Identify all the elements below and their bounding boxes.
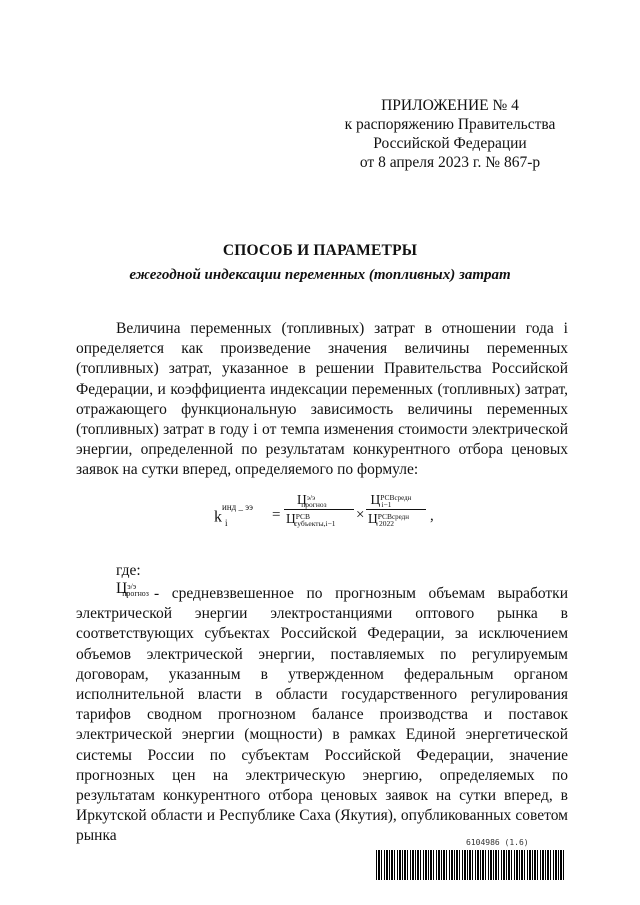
indexation-formula	[214, 488, 444, 548]
paragraph-intro: Величина переменных (топливных) затрат в отношении года i определяется как произведение значения величины переменных (топливных) затрат, указанное в решении Правительства Российской Федерации, и коэффициента индексации переменных (топливных) затрат, отражающего функциональную зависимость величины переменных (топливных) затрат в году i от темпа изменения стоимости электрической энергии, определенной по результатам конкурентного отбора ценовых заявок на сутки вперед, определяемого по формуле:	[76, 320, 568, 479]
formula-fraction-1: $Ц^{э/э}_{прогноз}$ $Ц^{РСВ}_{субъекты,i-1}$	[284, 492, 354, 528]
appendix-date: от 8 апреля 2023 г. № 867-р	[359, 154, 541, 171]
formula-coefficient: $k^{инд \_ ээ}_i$	[214, 502, 253, 528]
barcode-number: 6104986 (1.6)	[466, 838, 529, 847]
paragraph-definition: - средневзвешенное по прогнозным объемам выработки электрической энергии электростанциями оптового рынка в соответствующих субъектах Российской Федерации, за исключением объемов электрической энергии, поставляемых по регулируемым договорам, указанным в утвержденном федеральным органом исполнительной власти в области государственного регулирования тарифов сводном прогнозном балансе производства и поставок электрической энергии (мощности) в рамках Единой энергетической системы России по субъектам Российской Федерации, значение прогнозных цен на электрическую энергию, определяемых по результатам конкурентного отбора ценовых заявок на сутки вперед, в Иркутской области и Республике Саха (Якутия), опубликованных советом рынка	[76, 585, 568, 845]
formula-equals: =	[272, 507, 281, 523]
symbol-forecast-price: $Ц^{э/э}_{прогноз}$	[116, 580, 149, 598]
appendix-order-ref: к распоряжению Правительства	[344, 116, 556, 133]
document-title: СПОСОБ И ПАРАМЕТРЫ	[222, 242, 418, 259]
appendix-number: ПРИЛОЖЕНИЕ № 4	[381, 97, 519, 114]
formula-times: ×	[356, 507, 365, 523]
where-label: где:	[116, 562, 141, 579]
barcode	[376, 850, 566, 880]
appendix-authority: Российской Федерации	[373, 135, 527, 152]
document-subtitle: ежегодной индексации переменных (топливных) затрат	[129, 267, 511, 283]
appendix-header	[330, 96, 570, 172]
formula-comma: ,	[430, 508, 434, 524]
formula-fraction-2: $Ц^{РСВсредн}_{i-1}$ $Ц^{РСВсредн}_{2022}$	[366, 492, 426, 528]
